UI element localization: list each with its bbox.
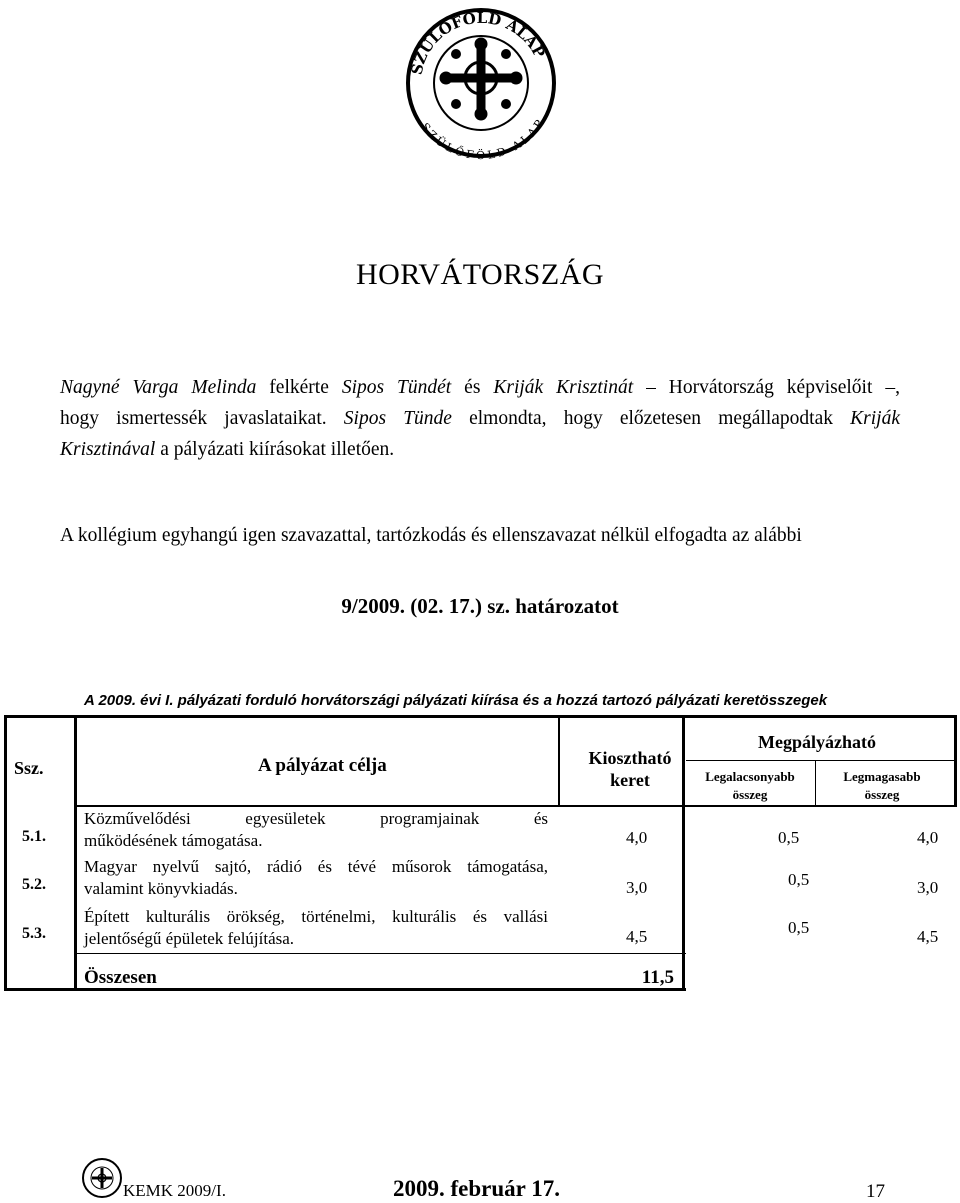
total-label: Összesen [84,967,157,988]
szulofold-alap-small-seal-icon [80,1156,124,1200]
row-max: 3,0 [917,878,939,897]
table-border [74,988,686,991]
row-description: Magyar nyelvű sajtó, rádió és tévé műsorok támogatása, valamint könyvkiadás. [84,857,548,898]
table-border [954,715,957,807]
table-border [4,715,957,718]
row-allocation: 3,0 [626,878,648,897]
column-header-min: Legalacsonyabb összeg [705,769,795,802]
table-border [4,715,7,991]
table-border [682,715,685,991]
row-description: Közművelődési egyesületek programjainak és működésének támogatása. [84,809,548,850]
person-name: Kriják [850,408,900,429]
row-number: 5.3. [22,925,46,942]
column-header-allocation: Kiosztható keret [588,748,672,790]
row-description: Épített kulturális örökség, történelmi, kulturális és vallási jelentőségű épületek felújítása. [84,907,548,948]
person-name: Sipos Tünde [343,408,452,429]
vote-paragraph: A kollégium egyhangú igen szavazattal, tartózkodás és ellenszavazat nélkül elfogadta az alábbi [60,525,802,546]
page-title: HORVÁTORSZÁG [355,258,605,291]
person-name: Kriják Krisztinát [493,377,634,398]
decision-heading: 9/2009. (02. 17.) sz. határozatot [341,594,619,618]
person-name: Sipos Tündét [341,377,452,398]
row-allocation: 4,0 [626,828,648,847]
person-name: Krisztinával [60,439,156,460]
intro-line-2: hogy ismertessék javaslataikat. Sipos Tünde elmondta, hogy előzetesen megállapodtak Kriják [60,408,900,429]
intro-line-3: Krisztinával a pályázati kiírásokat illetően. [60,439,395,460]
row-min: 0,5 [778,828,800,847]
table-border [558,715,560,807]
column-header-goal: A pályázat célja [258,755,387,776]
table-border [4,988,76,991]
total-value: 11,5 [641,967,674,988]
footer-page-number: 17 [866,1181,885,1202]
svg-text:SZÜLŐFÖLD ALAP: SZÜLŐFÖLD ALAP [407,8,549,77]
table-border [74,715,77,991]
row-min: 0,5 [788,918,810,937]
row-number: 5.1. [22,828,46,845]
column-header-eligible: Megpályázható [758,732,876,752]
column-header-ssz: Ssz. [14,758,44,778]
intro-paragraph [60,372,900,465]
table-border [686,760,954,761]
person-name: Nagyné Varga Melinda [60,377,257,398]
row-max: 4,5 [917,927,939,946]
table-border [74,953,686,954]
row-min: 0,5 [788,870,810,889]
table-border [815,760,816,806]
row-allocation: 4,5 [626,927,648,946]
svg-text:SZÜLŐFÖLD ALAP: SZÜLŐFÖLD ALAP [418,115,548,163]
row-number: 5.2. [22,876,46,893]
intro-line-1: Nagyné Varga Melinda felkérte Sipos Tündét és Kriják Krisztinát – Horvátország képviselőit –, [60,377,900,398]
column-header-max: Legmagasabb összeg [843,769,921,802]
row-max: 4,0 [917,828,939,847]
footer-doc-id: KEMK 2009/I. [123,1181,226,1200]
szulofold-alap-seal-icon [398,0,564,166]
table-border [76,805,957,807]
table-caption: A 2009. évi I. pályázati forduló horvátországi pályázati kiírása és a hozzá tartozó pályázati keretösszegek [84,692,828,709]
footer-date: 2009. február 17. [393,1176,560,1201]
